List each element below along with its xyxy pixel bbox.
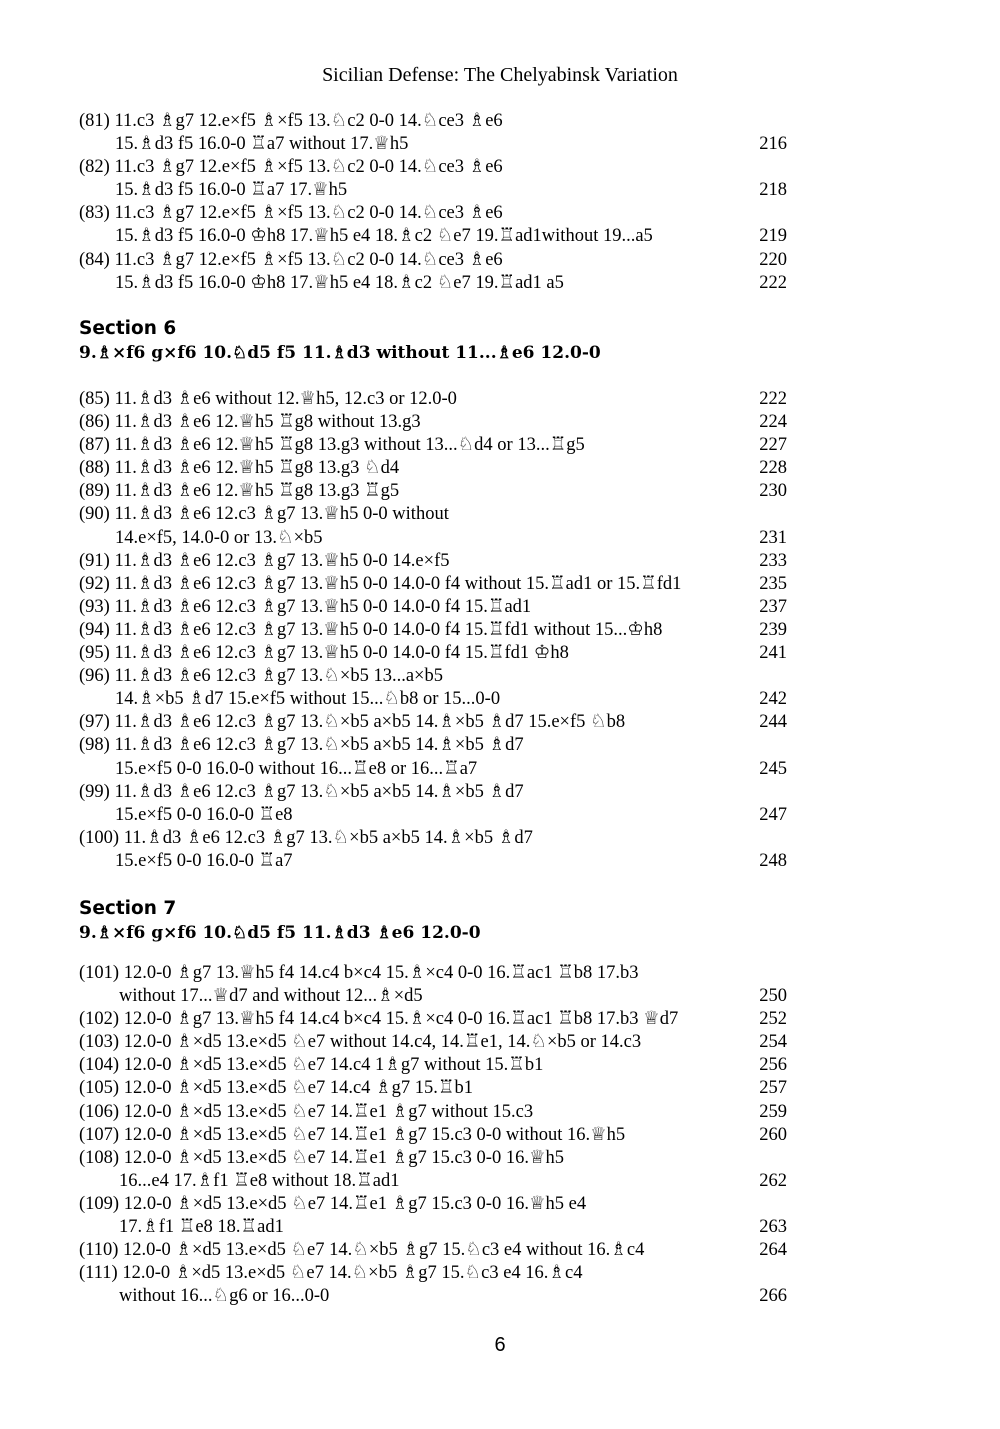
section-6-title: Section 6 <box>79 318 177 339</box>
toc-entry <box>79 1008 791 1031</box>
toc-entry-line <box>79 550 791 573</box>
entry-text: (86) 11.♗d3 ♗e6 12.♕h5 ♖g8 without 13.g3 <box>79 412 421 433</box>
toc-entry-line <box>79 411 791 434</box>
entry-text: (107) 12.0-0 ♗×d5 13.e×d5 ♘e7 14.♖e1 ♗g7 15.c3 0-0 without 16.♕h5 <box>79 1124 626 1145</box>
entry-text: (101) 12.0-0 ♗g7 13.♕h5 f4 14.c4 b×c4 15.♗×c4 0-0 16.♖ac1 ♖b8 17.b3 <box>79 963 639 983</box>
toc-entry <box>79 573 791 596</box>
entry-text: without 16...♘g6 or 16...0-0 <box>119 1286 330 1307</box>
entry-text: 14.e×f5, 14.0-0 or 13.♘×b5 <box>115 527 323 548</box>
section-6-moves: 9.♗×f6 g×f6 10.♘d5 f5 11.♗d3 without 11...♗e6 12.0-0 <box>79 343 601 363</box>
entry-text: (99) 11.♗d3 ♗e6 12.c3 ♗g7 13.♘×b5 a×b5 14.♗×b5 ♗d7 <box>79 781 524 802</box>
page-ref: 257 <box>759 1078 787 1099</box>
toc-entry-line <box>79 434 791 457</box>
entry-text: (100) 11.♗d3 ♗e6 12.c3 ♗g7 13.♘×b5 a×b5 14.♗×b5 ♗d7 <box>79 827 533 848</box>
page-ref: 263 <box>759 1217 787 1238</box>
toc-entry <box>79 202 791 248</box>
page-ref: 228 <box>759 458 787 479</box>
toc-entry <box>79 596 791 619</box>
entry-text: without 17...♕d7 and without 12...♗×d5 <box>119 986 423 1007</box>
toc-entry <box>79 411 791 434</box>
page-ref: 242 <box>759 689 787 710</box>
toc-entry-line <box>79 985 791 1008</box>
entry-text: (111) 12.0-0 ♗×d5 13.e×d5 ♘e7 14.♘×b5 ♗g7 15.♘c3 e4 16.♗c4 <box>79 1263 583 1284</box>
page-number: 6 <box>494 1334 506 1356</box>
toc-entry <box>79 642 791 665</box>
toc-entry <box>79 110 791 156</box>
page-ref: 241 <box>759 643 787 664</box>
toc-entry <box>79 1031 791 1054</box>
toc-entry-line <box>79 457 791 480</box>
page-ref: 222 <box>759 389 787 409</box>
entry-text: 15.♗d3 f5 16.0-0 ♔h8 17.♕h5 e4 18.♗c2 ♘e7 19.♖ad1 a5 <box>115 272 564 293</box>
toc-entry-line <box>79 1101 791 1124</box>
toc-entry-line <box>79 202 791 225</box>
entry-text: (88) 11.♗d3 ♗e6 12.♕h5 ♖g8 13.g3 ♘d4 <box>79 458 400 479</box>
section-6-entries <box>79 388 791 873</box>
page-ref: 244 <box>759 712 787 733</box>
toc-entry-line <box>79 249 791 272</box>
page-ref: 266 <box>759 1286 787 1307</box>
page-ref: 247 <box>759 804 787 825</box>
toc-entry-line <box>79 1216 791 1239</box>
entry-text: (83) 11.c3 ♗g7 12.e×f5 ♗×f5 13.♘c2 0-0 14.♘ce3 ♗e6 <box>79 203 503 224</box>
section-6-heading <box>79 317 601 365</box>
page-ref: 248 <box>759 850 787 871</box>
toc-entry-line <box>79 734 791 757</box>
toc-entry <box>79 457 791 480</box>
page-ref: 216 <box>759 134 787 155</box>
page-ref: 237 <box>759 596 787 617</box>
entry-text: (94) 11.♗d3 ♗e6 12.c3 ♗g7 13.♕h5 0-0 14.0-0 f4 15.♖fd1 without 15...♔h8 <box>79 619 663 640</box>
entry-text: 15.e×f5 0-0 16.0-0 ♖a7 <box>115 850 293 871</box>
page-ref: 254 <box>759 1032 787 1053</box>
entry-text: 15.e×f5 0-0 16.0-0 without 16...♖e8 or 16...♖a7 <box>115 758 478 779</box>
page-ref: 262 <box>759 1170 787 1191</box>
toc-entry-line <box>79 1124 791 1147</box>
entry-text: 15.♗d3 f5 16.0-0 ♖a7 without 17.♕h5 <box>115 134 409 155</box>
section-7-entries <box>79 962 791 1308</box>
section-7-title: Section 7 <box>79 898 177 919</box>
toc-entry <box>79 434 791 457</box>
toc-entry-line <box>79 225 791 248</box>
entry-text: 15.♗d3 f5 16.0-0 ♔h8 17.♕h5 e4 18.♗c2 ♘e7 19.♖ad1without 19...a5 <box>115 226 653 247</box>
toc-entry-line <box>79 758 791 781</box>
page-ref: 245 <box>759 758 787 779</box>
page-ref: 256 <box>759 1055 787 1076</box>
toc-entry-line <box>79 1077 791 1100</box>
entry-text: (110) 12.0-0 ♗×d5 13.e×d5 ♘e7 14.♘×b5 ♗g7 15.♘c3 e4 without 16.♗c4 <box>79 1240 645 1261</box>
page-ref: 224 <box>759 412 787 433</box>
toc-entry-line <box>79 665 791 688</box>
toc-entry-line <box>79 503 791 526</box>
entry-text: (106) 12.0-0 ♗×d5 13.e×d5 ♘e7 14.♖e1 ♗g7 without 15.c3 <box>79 1101 534 1122</box>
toc-entry <box>79 734 791 780</box>
toc-entry <box>79 1193 791 1239</box>
entry-text: (93) 11.♗d3 ♗e6 12.c3 ♗g7 13.♕h5 0-0 14.0-0 f4 15.♖ad1 <box>79 596 532 617</box>
page-ref: 218 <box>759 180 787 201</box>
entry-text: (92) 11.♗d3 ♗e6 12.c3 ♗g7 13.♕h5 0-0 14.0-0 f4 without 15.♖ad1 or 15.♖fd1 <box>79 573 682 594</box>
page-ref: 219 <box>759 226 787 247</box>
entry-text: (81) 11.c3 ♗g7 12.e×f5 ♗×f5 13.♘c2 0-0 14.♘ce3 ♗e6 <box>79 111 503 131</box>
toc-entry <box>79 1239 791 1262</box>
entry-text: (104) 12.0-0 ♗×d5 13.e×d5 ♘e7 14.c4 1♗g7 without 15.♖b1 <box>79 1055 544 1076</box>
toc-entry-line <box>79 1031 791 1054</box>
page-ref: 239 <box>759 619 787 640</box>
page-ref: 231 <box>759 527 787 548</box>
toc-entry-line <box>79 1193 791 1216</box>
toc-entry-line <box>79 156 791 179</box>
page-ref: 235 <box>759 573 787 594</box>
toc-entry-line <box>79 711 791 734</box>
toc-entry <box>79 1262 791 1308</box>
toc-entry-line <box>79 388 791 411</box>
section-5-entries <box>79 110 791 295</box>
toc-entry-line <box>79 110 791 133</box>
entry-text: (95) 11.♗d3 ♗e6 12.c3 ♗g7 13.♕h5 0-0 14.0-0 f4 15.♖fd1 ♔h8 <box>79 643 569 664</box>
toc-entry-line <box>79 962 791 985</box>
toc-entry-line <box>79 1262 791 1285</box>
entry-text: 15.♗d3 f5 16.0-0 ♖a7 17.♕h5 <box>115 180 348 201</box>
entry-text: (102) 12.0-0 ♗g7 13.♕h5 f4 14.c4 b×c4 15.♗×c4 0-0 16.♖ac1 ♖b8 17.b3 ♕d7 <box>79 1009 679 1030</box>
toc-entry-line <box>79 1239 791 1262</box>
entry-text: 17.♗f1 ♖e8 18.♖ad1 <box>119 1217 284 1238</box>
page-ref: 227 <box>759 435 787 456</box>
entry-text: (103) 12.0-0 ♗×d5 13.e×d5 ♘e7 without 14.c4, 14.♖e1, 14.♘×b5 or 14.c3 <box>79 1032 642 1053</box>
entry-text: (108) 12.0-0 ♗×d5 13.e×d5 ♘e7 14.♖e1 ♗g7 15.c3 0-0 16.♕h5 <box>79 1147 565 1168</box>
page-ref: 230 <box>759 481 787 502</box>
page-ref: 259 <box>759 1101 787 1122</box>
page-ref: 264 <box>759 1240 787 1261</box>
toc-entry-line <box>79 573 791 596</box>
toc-entry <box>79 1124 791 1147</box>
page-ref: 233 <box>759 550 787 571</box>
toc-entry <box>79 665 791 711</box>
toc-entry-line <box>79 827 791 850</box>
toc-entry-line <box>79 642 791 665</box>
entry-text: 16...e4 17.♗f1 ♖e8 without 18.♖ad1 <box>119 1170 400 1191</box>
toc-entry <box>79 1101 791 1124</box>
entry-text: (91) 11.♗d3 ♗e6 12.c3 ♗g7 13.♕h5 0-0 14.e×f5 <box>79 550 450 571</box>
toc-entry-line <box>79 688 791 711</box>
toc-entry <box>79 1054 791 1077</box>
toc-entry-line <box>79 527 791 550</box>
toc-entry-line <box>79 480 791 503</box>
entry-text: 14.♗×b5 ♗d7 15.e×f5 without 15...♘b8 or 15...0-0 <box>115 689 501 710</box>
toc-entry-line <box>79 272 791 295</box>
toc-entry-line <box>79 1285 791 1308</box>
toc-entry <box>79 781 791 827</box>
page-ref: 222 <box>759 272 787 293</box>
toc-entry <box>79 480 791 503</box>
page-ref: 260 <box>759 1124 787 1145</box>
toc-entry <box>79 156 791 202</box>
toc-entry <box>79 249 791 295</box>
toc-entry <box>79 962 791 1008</box>
toc-entry-line <box>79 1008 791 1031</box>
entry-text: (84) 11.c3 ♗g7 12.e×f5 ♗×f5 13.♘c2 0-0 14.♘ce3 ♗e6 <box>79 249 503 270</box>
toc-entry-line <box>79 133 791 156</box>
toc-entry <box>79 1147 791 1193</box>
page-ref: 220 <box>759 249 787 270</box>
toc-entry <box>79 388 791 411</box>
entry-text: (82) 11.c3 ♗g7 12.e×f5 ♗×f5 13.♘c2 0-0 14.♘ce3 ♗e6 <box>79 157 503 178</box>
section-7-heading <box>79 897 481 945</box>
section-7-moves: 9.♗×f6 g×f6 10.♘d5 f5 11.♗d3 ♗e6 12.0-0 <box>79 923 481 943</box>
toc-entry-line <box>79 850 791 873</box>
toc-entry <box>79 1077 791 1100</box>
toc-entry <box>79 550 791 573</box>
entry-text: (90) 11.♗d3 ♗e6 12.c3 ♗g7 13.♕h5 0-0 without <box>79 504 449 525</box>
toc-entry-line <box>79 1147 791 1170</box>
entry-text: (97) 11.♗d3 ♗e6 12.c3 ♗g7 13.♘×b5 a×b5 14.♗×b5 ♗d7 15.e×f5 ♘b8 <box>79 712 626 733</box>
toc-entry <box>79 619 791 642</box>
toc-entry <box>79 711 791 734</box>
toc-entry-line <box>79 1054 791 1077</box>
toc-entry-line <box>79 179 791 202</box>
entry-text: (87) 11.♗d3 ♗e6 12.♕h5 ♖g8 13.g3 without 13...♘d4 or 13...♖g5 <box>79 435 585 456</box>
toc-entry-line <box>79 781 791 804</box>
entry-text: (85) 11.♗d3 ♗e6 without 12.♕h5, 12.c3 or 12.0-0 <box>79 389 457 409</box>
toc-entry-line <box>79 596 791 619</box>
entry-text: (89) 11.♗d3 ♗e6 12.♕h5 ♖g8 13.g3 ♖g5 <box>79 481 400 502</box>
toc-entry <box>79 827 791 873</box>
toc-entry-line <box>79 804 791 827</box>
entry-text: (105) 12.0-0 ♗×d5 13.e×d5 ♘e7 14.c4 ♗g7 15.♖b1 <box>79 1078 473 1099</box>
toc-entry-line <box>79 619 791 642</box>
page-ref: 250 <box>759 986 787 1007</box>
page-ref: 252 <box>759 1009 787 1030</box>
entry-text: (98) 11.♗d3 ♗e6 12.c3 ♗g7 13.♘×b5 a×b5 14.♗×b5 ♗d7 <box>79 735 524 756</box>
entry-text: (109) 12.0-0 ♗×d5 13.e×d5 ♘e7 14.♖e1 ♗g7 15.c3 0-0 16.♕h5 e4 <box>79 1193 587 1214</box>
entry-text: (96) 11.♗d3 ♗e6 12.c3 ♗g7 13.♘×b5 13...a×b5 <box>79 666 443 687</box>
toc-entry-line <box>79 1170 791 1193</box>
entry-text: 15.e×f5 0-0 16.0-0 ♖e8 <box>115 804 293 825</box>
toc-entry <box>79 503 791 549</box>
running-header: Sicilian Defense: The Chelyabinsk Variation <box>322 64 678 86</box>
